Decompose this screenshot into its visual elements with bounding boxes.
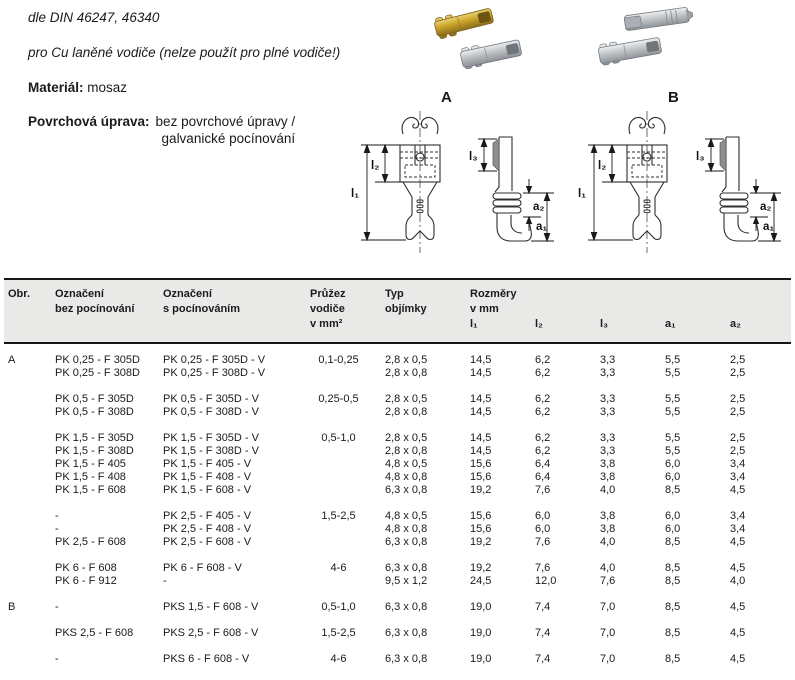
cell-a1: 8,5 xyxy=(665,484,681,496)
table-row xyxy=(4,432,791,445)
cell-l3: 7,6 xyxy=(600,575,616,587)
cell-prurez xyxy=(310,575,385,588)
din-standard-text: dle DIN 46247, 46340 xyxy=(28,10,160,25)
dim-label-l2: l₂ xyxy=(371,160,380,172)
cell-oznaceni-s: PK 1,5 - F 408 - V xyxy=(163,471,252,483)
header-dim-a2: a₂ xyxy=(730,318,742,330)
cell-typ: 4,8 x 0,5 xyxy=(385,458,428,470)
usage-note-text: pro Cu laněné vodiče (nelze použít pro plné vodiče!) xyxy=(28,45,341,60)
cell-a1: 8,5 xyxy=(665,601,681,613)
table-row xyxy=(4,653,791,666)
cell-l3: 7,0 xyxy=(600,601,616,613)
cell-obr xyxy=(8,432,55,445)
cell-typ: 6,3 x 0,8 xyxy=(385,601,428,613)
cell-prurez xyxy=(310,445,385,458)
cell-typ: 6,3 x 0,8 xyxy=(385,562,428,574)
cell-typ: 6,3 x 0,8 xyxy=(385,536,428,548)
table-row xyxy=(4,354,791,367)
silver-terminal-image xyxy=(597,34,662,65)
cell-prurez xyxy=(310,484,385,497)
cell-obr xyxy=(8,562,55,575)
cell-a1: 6,0 xyxy=(665,510,681,522)
cell-l1: 14,5 xyxy=(470,367,492,379)
cell-obr xyxy=(8,458,55,471)
cell-l3: 3,3 xyxy=(600,367,616,379)
cell-l2: 7,6 xyxy=(535,536,551,548)
header-rozmery-l2 xyxy=(535,280,600,342)
cell-prurez xyxy=(310,367,385,380)
table-header xyxy=(4,278,791,344)
cell-typ: 2,8 x 0,8 xyxy=(385,406,428,418)
table-row xyxy=(4,601,791,614)
cell-a2: 3,4 xyxy=(730,510,746,522)
cell-l3: 7,0 xyxy=(600,653,616,665)
cell-oznaceni-s: PKS 6 - F 608 - V xyxy=(163,653,250,665)
header-line: Typ xyxy=(385,288,404,300)
header-dim-l2: l₂ xyxy=(535,318,543,330)
cell-a2: 4,0 xyxy=(730,575,746,587)
cell-oznaceni-bez: PK 1,5 - F 405 xyxy=(55,458,126,470)
header-line: objímky xyxy=(385,303,427,315)
cell-l3: 3,8 xyxy=(600,523,616,535)
header-obr xyxy=(8,280,55,342)
header-rozmery-l3 xyxy=(600,280,665,342)
header-line: vodiče xyxy=(310,303,345,315)
cell-typ: 2,8 x 0,5 xyxy=(385,354,428,366)
cell-typ: 2,8 x 0,8 xyxy=(385,445,428,457)
cell-prurez xyxy=(310,471,385,484)
surface-treatment-row xyxy=(28,114,295,148)
cell-l3: 4,0 xyxy=(600,484,616,496)
cell-prurez: 0,25-0,5 xyxy=(318,393,359,405)
cell-oznaceni-bez: - xyxy=(55,601,59,613)
cell-a1: 6,0 xyxy=(665,471,681,483)
cell-a1: 8,5 xyxy=(665,627,681,639)
cell-oznaceni-bez: PK 6 - F 608 xyxy=(55,562,117,574)
cell-a1: 5,5 xyxy=(665,406,681,418)
cell-obr xyxy=(8,393,55,406)
dim-label-l3: l₃ xyxy=(696,151,705,163)
cell-prurez: 1,5-2,5 xyxy=(321,627,356,639)
cell-obr xyxy=(8,406,55,419)
cell-a2: 2,5 xyxy=(730,393,746,405)
header-rozmery-l1 xyxy=(470,280,535,342)
cell-l3: 3,3 xyxy=(600,354,616,366)
header-line: bez pocínování xyxy=(55,303,135,315)
cell-l2: 7,4 xyxy=(535,601,551,613)
table-row xyxy=(4,458,791,471)
cell-a2: 2,5 xyxy=(730,406,746,418)
header-rozmery-a1 xyxy=(665,280,730,342)
material-value: mosaz xyxy=(87,80,128,95)
cell-typ: 2,8 x 0,5 xyxy=(385,393,428,405)
dim-label-l1: l₁ xyxy=(578,188,586,200)
cell-l2: 12,0 xyxy=(535,575,557,587)
cell-l1: 19,0 xyxy=(470,601,492,613)
header-line: Rozměry xyxy=(470,288,517,300)
header-line: v mm xyxy=(470,303,499,315)
cell-l2: 6,2 xyxy=(535,393,551,405)
cell-a2: 2,5 xyxy=(730,432,746,444)
table-group xyxy=(4,432,791,497)
cell-l1: 15,6 xyxy=(470,471,492,483)
dim-label-l3: l₃ xyxy=(469,151,478,163)
cell-oznaceni-s: PK 0,5 - F 308D - V xyxy=(163,406,259,418)
cell-oznaceni-bez: PK 1,5 - F 408 xyxy=(55,471,126,483)
cell-l3: 4,0 xyxy=(600,536,616,548)
cell-l2: 6,0 xyxy=(535,523,551,535)
cell-obr xyxy=(8,575,55,588)
silver-terminal-image xyxy=(624,7,693,31)
header-oznaceni-s xyxy=(163,280,310,342)
cell-typ: 9,5 x 1,2 xyxy=(385,575,428,587)
cell-prurez xyxy=(310,458,385,471)
cell-oznaceni-s: PK 2,5 - F 405 - V xyxy=(163,510,252,522)
cell-l2: 7,4 xyxy=(535,627,551,639)
cell-oznaceni-s: PKS 1,5 - F 608 - V xyxy=(163,601,259,613)
cell-l2: 7,6 xyxy=(535,484,551,496)
cell-l3: 3,3 xyxy=(600,393,616,405)
cell-oznaceni-bez: - xyxy=(55,523,59,535)
cell-l1: 14,5 xyxy=(470,393,492,405)
cell-oznaceni-s: - xyxy=(163,575,167,587)
cell-oznaceni-s: PKS 2,5 - F 608 - V xyxy=(163,627,259,639)
cell-l1: 14,5 xyxy=(470,354,492,366)
dim-label-a2: a₂ xyxy=(533,201,545,213)
table-group xyxy=(4,627,791,640)
cell-oznaceni-s: PK 6 - F 608 - V xyxy=(163,562,242,574)
header-dim-l1: l₁ xyxy=(470,318,478,330)
table-group xyxy=(4,510,791,549)
cell-oznaceni-bez: PK 0,5 - F 305D xyxy=(55,393,134,405)
cell-l3: 3,8 xyxy=(600,458,616,470)
dim-label-a1: a₁ xyxy=(763,221,775,233)
cell-prurez: 0,5-1,0 xyxy=(321,432,356,444)
cell-oznaceni-s: PK 1,5 - F 608 - V xyxy=(163,484,252,496)
cell-a2: 2,5 xyxy=(730,445,746,457)
cell-oznaceni-bez: PK 1,5 - F 308D xyxy=(55,445,134,457)
cell-typ: 2,8 x 0,8 xyxy=(385,367,428,379)
cell-l2: 7,6 xyxy=(535,562,551,574)
cell-typ: 6,3 x 0,8 xyxy=(385,627,428,639)
cell-l2: 6,2 xyxy=(535,367,551,379)
cell-a1: 6,0 xyxy=(665,458,681,470)
cell-oznaceni-bez: PK 0,25 - F 308D xyxy=(55,367,140,379)
cell-oznaceni-s: PK 0,25 - F 305D - V xyxy=(163,354,266,366)
table-group xyxy=(4,562,791,588)
cell-oznaceni-s: PK 2,5 - F 608 - V xyxy=(163,536,252,548)
brass-terminal-image xyxy=(433,6,494,39)
table-row xyxy=(4,536,791,549)
table-row xyxy=(4,562,791,575)
cell-obr xyxy=(8,510,55,523)
cell-obr xyxy=(8,536,55,549)
product-photo-a xyxy=(424,6,546,90)
cell-l1: 15,6 xyxy=(470,510,492,522)
surface-treatment-value-2: galvanické pocínování xyxy=(161,130,296,146)
header-typ xyxy=(385,280,470,342)
cell-oznaceni-bez: PK 2,5 - F 608 xyxy=(55,536,126,548)
cell-oznaceni-bez: - xyxy=(55,510,59,522)
dimension-drawing-b xyxy=(572,109,787,271)
cell-l2: 6,4 xyxy=(535,471,551,483)
cell-a1: 8,5 xyxy=(665,653,681,665)
table-group xyxy=(4,601,791,614)
cell-obr xyxy=(8,484,55,497)
header-prurez xyxy=(310,280,385,342)
cell-oznaceni-s: PK 2,5 - F 408 - V xyxy=(163,523,252,535)
cell-l1: 14,5 xyxy=(470,406,492,418)
cell-oznaceni-bez: - xyxy=(55,653,59,665)
cell-l3: 3,3 xyxy=(600,432,616,444)
cell-prurez xyxy=(310,406,385,419)
cell-a2: 4,5 xyxy=(730,653,746,665)
cell-oznaceni-bez: PK 0,25 - F 305D xyxy=(55,354,140,366)
spec-table xyxy=(4,278,791,679)
cell-a2: 4,5 xyxy=(730,536,746,548)
cell-a1: 5,5 xyxy=(665,367,681,379)
header-oznaceni-bez xyxy=(55,280,163,342)
cell-oznaceni-s: PK 0,25 - F 308D - V xyxy=(163,367,266,379)
cell-l1: 24,5 xyxy=(470,575,492,587)
material-label: Materiál: xyxy=(28,80,84,95)
cell-l1: 14,5 xyxy=(470,445,492,457)
cell-prurez: 4-6 xyxy=(330,653,347,665)
table-row xyxy=(4,367,791,380)
cell-a2: 2,5 xyxy=(730,367,746,379)
cell-obr: A xyxy=(8,354,16,366)
cell-l1: 19,2 xyxy=(470,484,492,496)
cell-a1: 5,5 xyxy=(665,354,681,366)
header-rozmery-a2 xyxy=(730,280,787,342)
cell-l3: 3,8 xyxy=(600,510,616,522)
cell-prurez: 4-6 xyxy=(330,562,347,574)
cell-l2: 6,2 xyxy=(535,432,551,444)
cell-l1: 19,0 xyxy=(470,653,492,665)
silver-terminal-image xyxy=(459,37,522,70)
cell-prurez: 1,5-2,5 xyxy=(321,510,356,522)
table-row xyxy=(4,471,791,484)
table-row xyxy=(4,510,791,523)
surface-treatment-label: Povrchová úprava: xyxy=(28,114,150,129)
cell-l3: 3,3 xyxy=(600,406,616,418)
cell-typ: 4,8 x 0,8 xyxy=(385,523,428,535)
cell-l3: 4,0 xyxy=(600,562,616,574)
cell-l2: 6,0 xyxy=(535,510,551,522)
cell-prurez: 0,1-0,25 xyxy=(318,354,359,366)
dim-label-a2: a₂ xyxy=(760,201,772,213)
header-dim-l3: l₃ xyxy=(600,318,609,330)
cell-l1: 19,2 xyxy=(470,562,492,574)
table-body xyxy=(4,344,791,666)
photo-label-a: A xyxy=(441,89,452,106)
cell-a2: 2,5 xyxy=(730,354,746,366)
cell-l3: 3,8 xyxy=(600,471,616,483)
cell-oznaceni-bez: PK 1,5 - F 305D xyxy=(55,432,134,444)
cell-l2: 6,4 xyxy=(535,458,551,470)
cell-typ: 4,8 x 0,5 xyxy=(385,510,428,522)
dim-label-l1: l₁ xyxy=(351,188,359,200)
cell-l1: 19,0 xyxy=(470,627,492,639)
cell-a1: 8,5 xyxy=(665,575,681,587)
cell-oznaceni-bez: PKS 2,5 - F 608 xyxy=(55,627,134,639)
cell-l3: 3,3 xyxy=(600,445,616,457)
cell-obr xyxy=(8,367,55,380)
cell-a1: 5,5 xyxy=(665,432,681,444)
cell-oznaceni-s: PK 1,5 - F 405 - V xyxy=(163,458,252,470)
cell-l1: 14,5 xyxy=(470,432,492,444)
cell-a2: 4,5 xyxy=(730,627,746,639)
table-row xyxy=(4,523,791,536)
cell-l2: 6,2 xyxy=(535,406,551,418)
table-group xyxy=(4,653,791,666)
dim-label-a1: a₁ xyxy=(536,221,548,233)
header-dim-a1: a₁ xyxy=(665,318,676,330)
header-line: Označení xyxy=(163,288,212,300)
product-photo-b xyxy=(592,6,714,90)
cell-obr xyxy=(8,523,55,536)
cell-a2: 3,4 xyxy=(730,523,746,535)
table-row xyxy=(4,575,791,588)
cell-l1: 19,2 xyxy=(470,536,492,548)
dim-label-l2: l₂ xyxy=(598,160,607,172)
cell-obr xyxy=(8,471,55,484)
cell-oznaceni-s: PK 1,5 - F 305D - V xyxy=(163,432,259,444)
table-row xyxy=(4,445,791,458)
cell-l1: 15,6 xyxy=(470,458,492,470)
cell-a2: 3,4 xyxy=(730,471,746,483)
cell-oznaceni-s: PK 1,5 - F 308D - V xyxy=(163,445,259,457)
cell-a2: 3,4 xyxy=(730,458,746,470)
cell-l2: 7,4 xyxy=(535,653,551,665)
cell-a2: 4,5 xyxy=(730,484,746,496)
header-line: v mm² xyxy=(310,318,343,330)
cell-typ: 6,3 x 0,8 xyxy=(385,653,428,665)
cell-obr xyxy=(8,627,55,640)
cell-obr xyxy=(8,445,55,458)
cell-oznaceni-bez: PK 0,5 - F 308D xyxy=(55,406,134,418)
cell-l1: 15,6 xyxy=(470,523,492,535)
cell-a1: 8,5 xyxy=(665,562,681,574)
cell-a1: 6,0 xyxy=(665,523,681,535)
header-line: Obr. xyxy=(8,288,31,300)
table-row xyxy=(4,393,791,406)
cell-typ: 2,8 x 0,5 xyxy=(385,432,428,444)
cell-typ: 6,3 x 0,8 xyxy=(385,484,428,496)
cell-l2: 6,2 xyxy=(535,445,551,457)
cell-obr: B xyxy=(8,601,16,613)
table-row xyxy=(4,484,791,497)
surface-treatment-value-1: bez povrchové úpravy / xyxy=(155,114,296,129)
cell-prurez xyxy=(310,536,385,549)
table-group xyxy=(4,354,791,380)
cell-a1: 8,5 xyxy=(665,536,681,548)
cell-l2: 6,2 xyxy=(535,354,551,366)
photo-label-b: B xyxy=(668,89,679,106)
cell-a1: 5,5 xyxy=(665,393,681,405)
cell-oznaceni-s: PK 0,5 - F 305D - V xyxy=(163,393,259,405)
cell-a2: 4,5 xyxy=(730,562,746,574)
cell-a1: 5,5 xyxy=(665,445,681,457)
dimension-drawing-a xyxy=(345,109,560,271)
cell-obr xyxy=(8,653,55,666)
cell-oznaceni-bez: PK 1,5 - F 608 xyxy=(55,484,126,496)
table-row xyxy=(4,627,791,640)
cell-a2: 4,5 xyxy=(730,601,746,613)
cell-oznaceni-bez: PK 6 - F 912 xyxy=(55,575,117,587)
material-row xyxy=(28,80,127,97)
header-line: Průžez xyxy=(310,288,346,300)
cell-typ: 4,8 x 0,8 xyxy=(385,471,428,483)
cell-prurez xyxy=(310,523,385,536)
header-line: s pocínováním xyxy=(163,303,241,315)
header-line: Označení xyxy=(55,288,104,300)
table-group xyxy=(4,393,791,419)
table-row xyxy=(4,406,791,419)
cell-prurez: 0,5-1,0 xyxy=(321,601,356,613)
cell-l3: 7,0 xyxy=(600,627,616,639)
